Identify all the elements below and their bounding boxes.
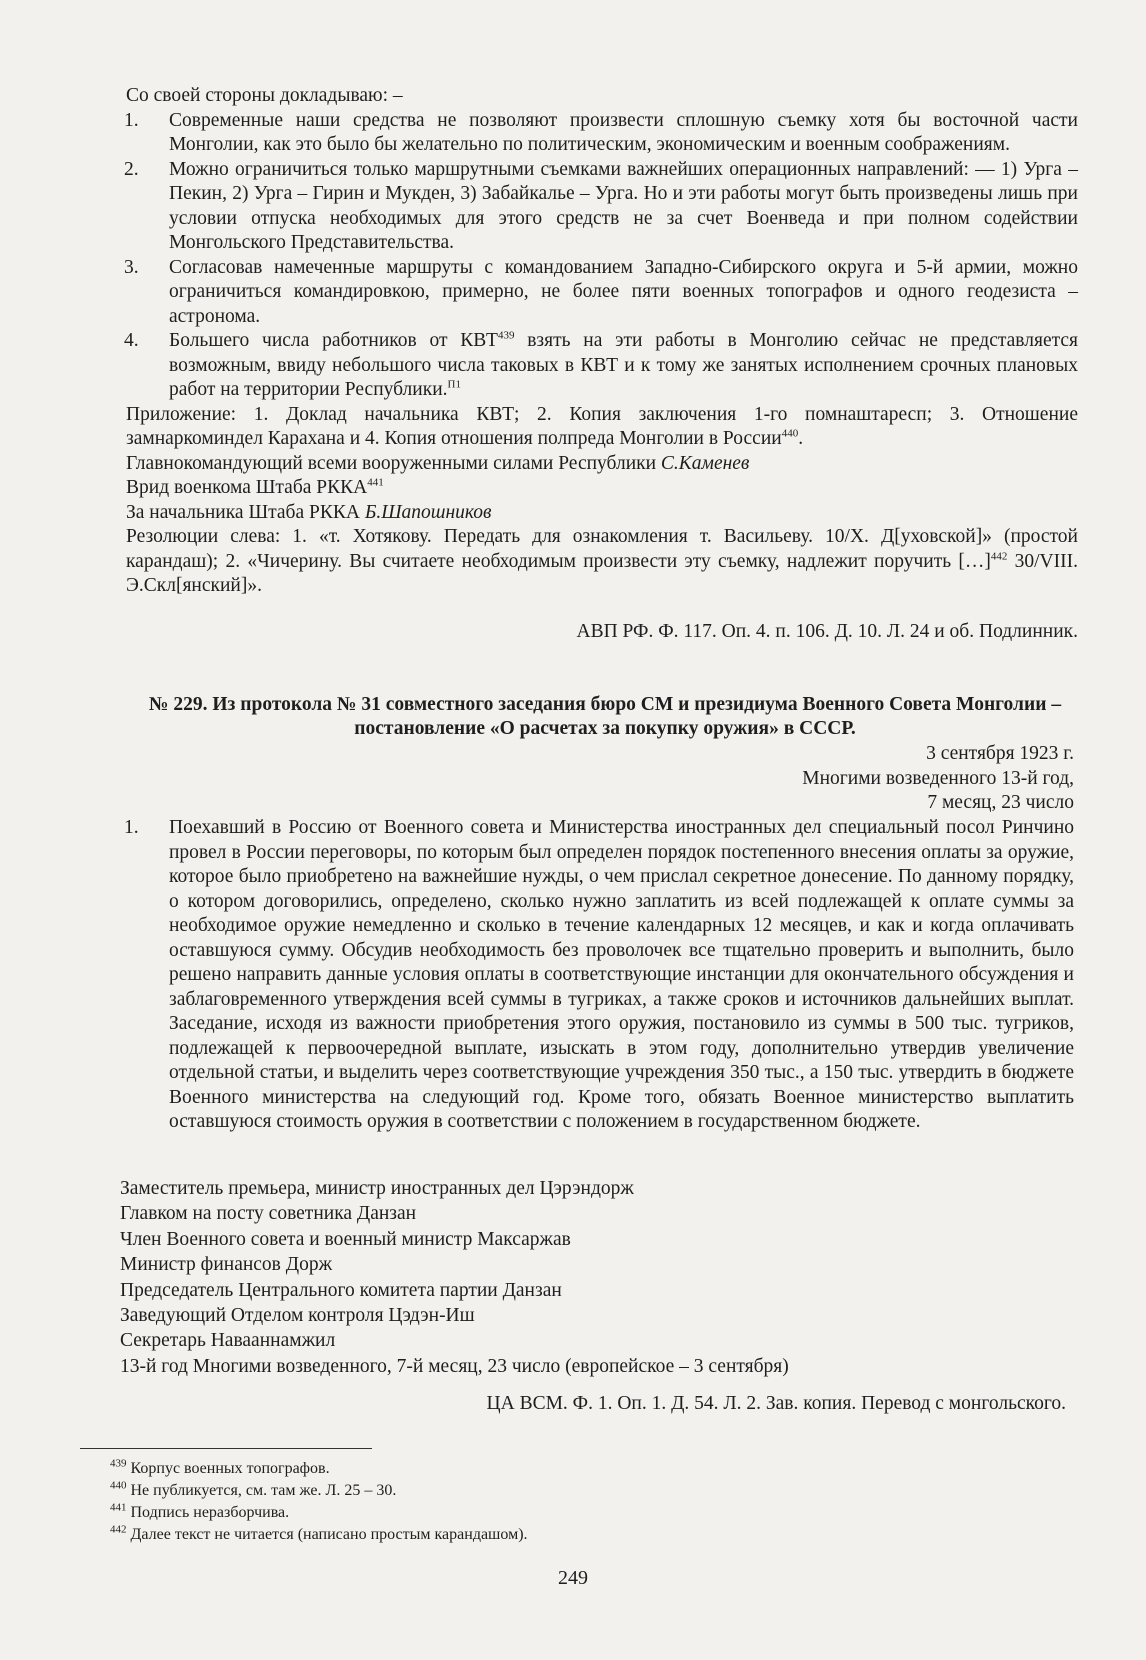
footnote-ref: 439 [497, 329, 515, 342]
signature-line: 13-й год Многими возведенного, 7-й месяц, 23 число (европейское – 3 сентября) [120, 1355, 789, 1377]
signature-line: Председатель Центрального комитета партии Данзан [120, 1279, 562, 1301]
signature-line: Заместитель премьера, министр иностранных дел Цэрэндорж [120, 1178, 634, 1199]
footnotes [110, 1458, 1010, 1546]
footnote-text: Корпус военных топографов. [130, 1460, 330, 1477]
footnote-text: Подпись неразборчива. [130, 1504, 290, 1521]
footnote-ref: 440 [781, 427, 799, 440]
footnote-number: 440 [110, 1479, 127, 1492]
signature-role: Главнокомандующий всеми вооруженными силами Республики [126, 452, 661, 474]
footnote [110, 1480, 1010, 1502]
footnote-divider [80, 1448, 372, 1449]
resolution-text: 30/VIII. Э.Скл[янский]». [126, 550, 1078, 596]
list-text: взять на эти работы в Монголию сейчас не представляется возможным, ввиду небольшого числа таковых в КВТ и к тому же занятых исполнением срочных плановых работ на территории Республики. [169, 330, 1078, 400]
signature-role: За начальника Штаба РККА [126, 501, 365, 523]
list-item [124, 329, 1078, 403]
source-citation: АВП РФ. Ф. 117. Оп. 4. п. 106. Д. 10. Л. 24 и об. Подлинник. [576, 621, 1078, 642]
date-line: 7 месяц, 23 число [927, 792, 1074, 813]
signature-line [126, 501, 1078, 526]
appendix-text: Приложение: 1. Доклад начальника КВТ; 2. Копия заключения 1-го помнаштаресп; 3. Отношение замнаркоминдел Карахана и 4. Копия отношения полпреда Монголии в России [126, 403, 1078, 449]
footnote-text: Не публикуется, см. там же. Л. 25 – 30. [130, 1482, 397, 1499]
list-text: Современные наши средства не позволяют произвести сплошную съемку хотя бы восточной части Монголии, как это было бы желательно по политическим, экономическим и военным соображениям. [169, 109, 1078, 155]
footnote-ref: 441 [367, 476, 384, 489]
signature-line: Заведующий Отделом контроля Цэдэн-Иш [120, 1305, 475, 1327]
signature-name: С.Каменев [660, 452, 750, 474]
footnote-number: 439 [110, 1457, 127, 1470]
signatures [120, 1176, 1080, 1379]
footnote [110, 1524, 1010, 1546]
appendix-end: . [798, 428, 804, 449]
list-item [124, 109, 1078, 158]
report-body [126, 84, 1078, 599]
footnote-number: 442 [110, 1523, 127, 1536]
source-citation: ЦА ВСМ. Ф. 1. Оп. 1. Д. 54. Л. 2. Зав. копия. Перевод с монгольского. [486, 1393, 1066, 1414]
list-text: Согласовав намеченные маршруты с командованием Западно-Сибирского округа и 5-й армии, можно ограничиться командировкою, примерно, не более пяти военных топографов и одного геодезиста – астронома. [169, 256, 1078, 327]
list-item [124, 158, 1078, 256]
footnote [110, 1502, 1010, 1524]
resolution-text: Резолюции слева: 1. «т. Хотякову. Передать для ознакомления т. Васильеву. 10/Х. Д[уховской]» (простой карандаш); 2. «Чичерину. Вы считаете необходимым произвести эту съемку, надлежит поручить […] [126, 526, 1078, 572]
list-number: 2. [124, 158, 139, 180]
date-line: Многими возведенного 13-й год, [802, 767, 1074, 789]
list-number: 1. [124, 817, 139, 838]
signature-line: Главком на посту советника Данзан [120, 1203, 417, 1225]
list-item [124, 816, 1074, 1135]
appendix [126, 403, 1078, 452]
list-item [124, 256, 1078, 330]
resolution-body [124, 816, 1074, 1135]
list-number: 4. [124, 330, 139, 351]
resolution [126, 525, 1078, 599]
footnote-text: Далее текст не читается (написано простым карандашом). [130, 1526, 528, 1543]
signature-role: Врид военкома Штаба РККА [126, 477, 368, 498]
page-number: 249 [558, 1567, 588, 1589]
signature-line [126, 452, 1078, 477]
footnote [110, 1458, 1010, 1480]
signature-name: Б.Шапошников [364, 501, 492, 523]
list-text: Можно ограничиться только маршрутными съемками важнейших операционных направлений: — 1) Урга – Пекин, 2) Урга – Гирин и Мукден, 3) Забайкалье – Урга. Но и эти работы могут быть произведены лишь при условии отпуска необходимых для этого средств не за счет Военведа и при полном содействии Монгольского Представительства. [169, 158, 1078, 253]
document-dates [126, 742, 1074, 816]
signature-line: Секретарь Навааннамжил [120, 1330, 336, 1352]
list-number: 3. [124, 256, 139, 278]
footnote-number: 441 [110, 1501, 127, 1514]
document-title: № 229. Из протокола № 31 совместного заседания бюро СМ и президиума Военного Совета Монголии – постановление «О расчетах за покупку оружия» в СССР. [148, 694, 1062, 739]
list-number: 1. [124, 109, 139, 131]
list-text: Большего числа работников от КВТ [169, 330, 498, 351]
footnote-ref: 442 [990, 550, 1008, 562]
footnote-ref: П1 [447, 378, 461, 391]
signature-line: Член Военного совета и военный министр Максаржав [120, 1228, 571, 1250]
list-text: Поехавший в Россию от Военного совета и Министерства иностранных дел специальный посол Ринчино провел в России переговоры, по которым был определен порядок постепенного внесения оплаты за оружие, которое было приобретено на важнейшие нужды, о чем прислал секретное донесение. По данному порядку, о котором договорились, определено, сколько нужно заплатить из всей подлежащей к оплате суммы за необходимое оружие немедленно и сколько в течение календарных 12 месяцев, и как и когда оплачивать оставшуюся сумму. Обсудив необходимость без проволочек все тщательно проверить и выполнить, было решено направить данные условия оплаты в соответствующие инстанции для окончательного обсуждения и заблаговременного утверждения всей суммы в тугриках, а также сроков и источников дальнейших выплат. Заседание, исходя из важности приобретения этого оружия, постановило из суммы в 500 тыс. тугриков, подлежащей к первоочередной выплате, изыскать в этом году, дополнительно утвердив увеличение отдельной статьи, и выделить через соответствующие учреждения 350 тыс., а 150 тыс. утвердить в бюджете Военного министерства на следующий год. Кроме того, обязать Военное министерство выплатить оставшуюся стоимость оружия в соответствии с положением в государственном бюджете. [169, 817, 1074, 1132]
report-intro: Со своей стороны докладываю: – [126, 85, 403, 106]
date-line: 3 сентября 1923 г. [926, 743, 1074, 764]
signature-line: Министр финансов Дорж [120, 1254, 333, 1276]
signature-line [126, 476, 1078, 501]
